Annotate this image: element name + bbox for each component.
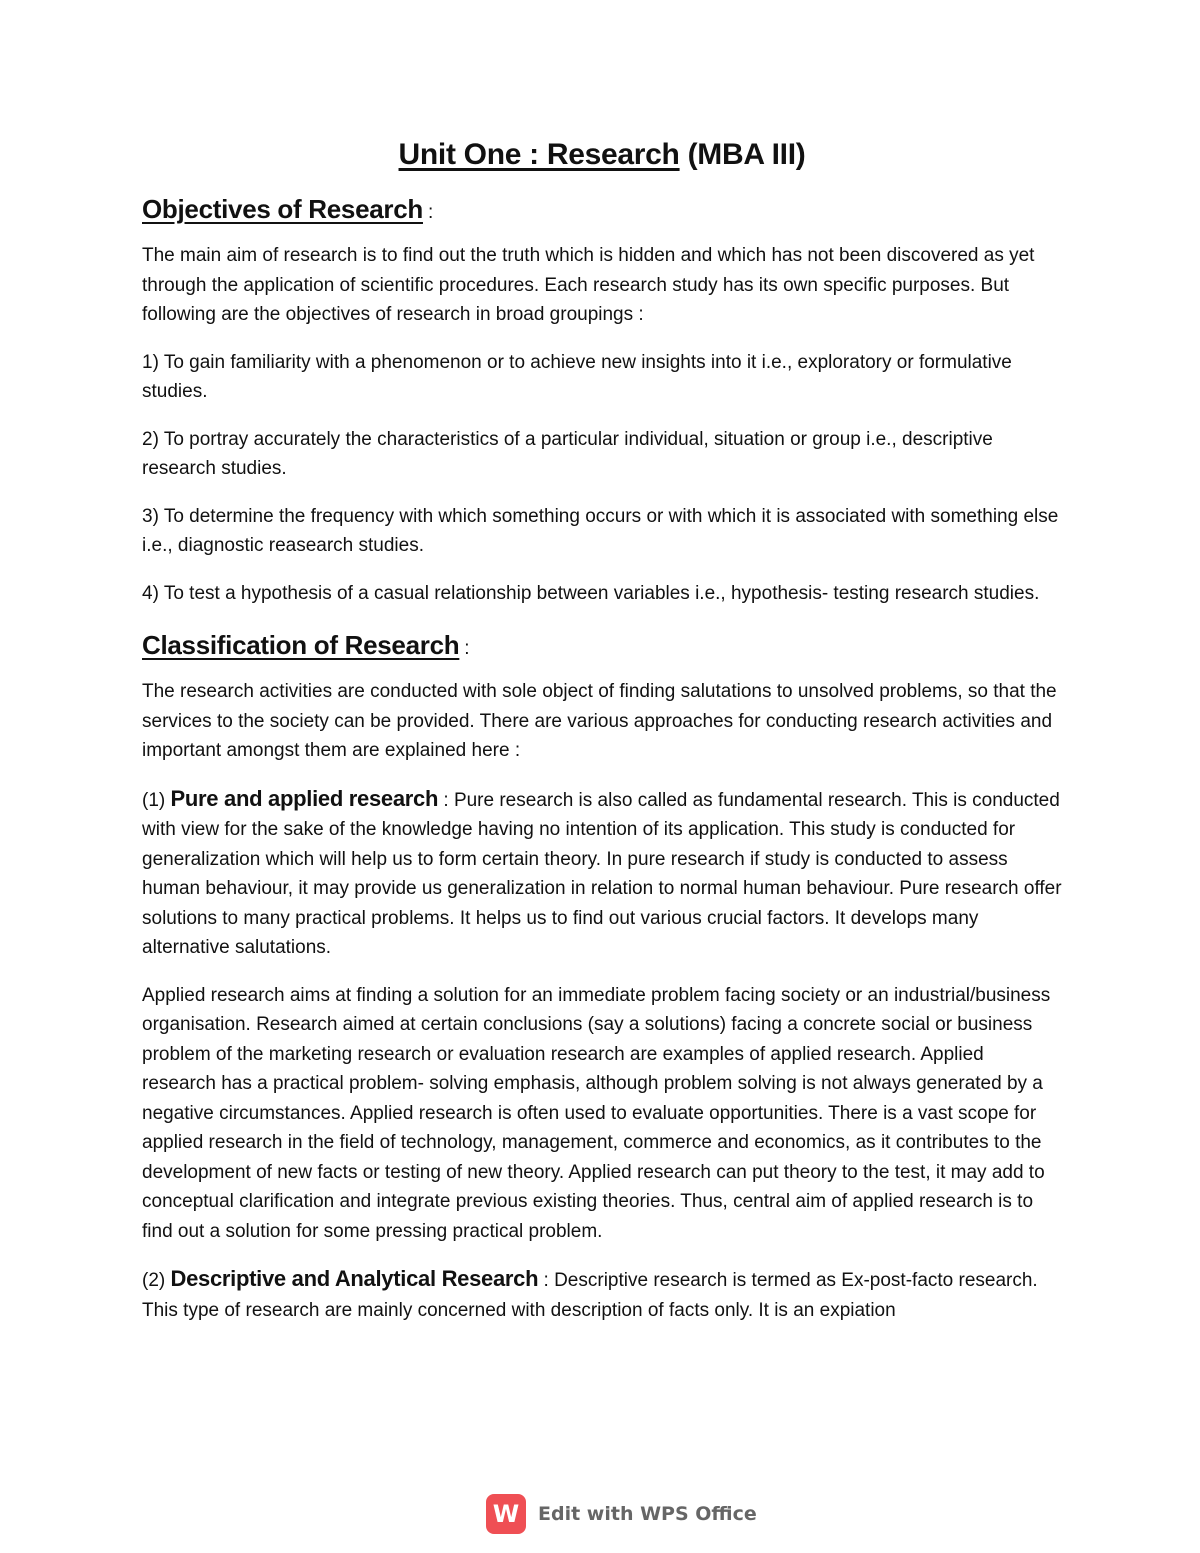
descriptive-research-paragraph: [142, 1264, 1062, 1325]
objectives-heading-colon: :: [422, 202, 433, 223]
pure-research-paragraph: [142, 784, 1062, 963]
pure-research-text: : Pure research is also called as fundamental research. This is conducted with view for the sake of the knowledge having no intention of its application. This study is conducted for generalization which will help us to form certain theory. In pure research if study is conducted to assess human behaviour, it may provide us generalization in relation to normal human behaviour. Pure research offer solutions to many practical problems. It helps us to find out various crucial factors. It develops many alternative salutations.: [142, 789, 1062, 958]
descriptive-research-number: (2): [142, 1270, 171, 1291]
wps-logo-icon: W: [486, 1494, 526, 1534]
document-title-underlined: Unit One : Research: [398, 138, 680, 171]
classification-intro: The research activities are conducted with sole object of finding salutations to unsolved problems, so that the services to the society can be provided. There are various approaches for conducting research activities and important amongst them are explained here :: [142, 681, 1057, 761]
descriptive-research-heading: Descriptive and Analytical Research: [170, 1266, 539, 1291]
objective-item-4: 4) To test a hypothesis of a casual relationship between variables i.e., hypothesis- testing research studies.: [142, 582, 1040, 604]
objectives-intro: The main aim of research is to find out the truth which is hidden and which has not been discovered as yet through the application of scientific procedures. Each research study has its own specific purposes. But following are the objectives of research in broad groupings :: [142, 245, 1035, 325]
document-page: [142, 138, 1062, 1343]
applied-research-paragraph: Applied research aims at finding a solution for an immediate problem facing society or an industrial/business organisation. Research aimed at certain conclusions (say a solutions) facing a concrete social or business problem of the marketing research or evaluation research are examples of applied research. Applied research has a practical problem- solving emphasis, although problem solving is not always generated by a negative circumstances. Applied research is often used to evaluate opportunities. There is a vast scope for applied research in the field of technology, management, commerce and economics, as it contributes to the development of new facts or testing of new theory. Applied research can put theory to the test, it may add to conceptual clarification and integrate previous existing theories. Thus, central aim of applied research is to find out a solution for some pressing practical problem.: [142, 984, 1051, 1242]
objective-item-1: 1) To gain familiarity with a phenomenon or to achieve new insights into it i.e., exploratory or formulative studies.: [142, 351, 1012, 402]
objectives-heading-text: Objectives of Research: [142, 194, 423, 224]
classification-heading-colon: :: [459, 638, 470, 659]
objective-item-2: 2) To portray accurately the characteristics of a particular individual, situation or group i.e., descriptive research studies.: [142, 428, 993, 479]
pure-research-number: (1): [142, 789, 171, 811]
descriptive-research-text: : Descriptive research is termed as Ex-post-facto research. This type of research are mainly concerned with description of facts only. It is an expiation: [142, 1270, 1038, 1321]
classification-heading: [142, 630, 1062, 661]
wps-edit-badge[interactable]: [486, 1494, 757, 1534]
classification-heading-text: Classification of Research: [142, 630, 460, 660]
objectives-heading: [142, 194, 1062, 225]
document-title-suffix: (MBA III): [679, 138, 806, 171]
objective-item-3: 3) To determine the frequency with which something occurs or with which it is associated with something else i.e., diagnostic reasearch studies.: [142, 505, 1059, 556]
wps-edit-label: Edit with WPS Office: [538, 1503, 757, 1525]
pure-research-heading: Pure and applied research: [170, 785, 439, 811]
document-title: [142, 138, 1062, 172]
